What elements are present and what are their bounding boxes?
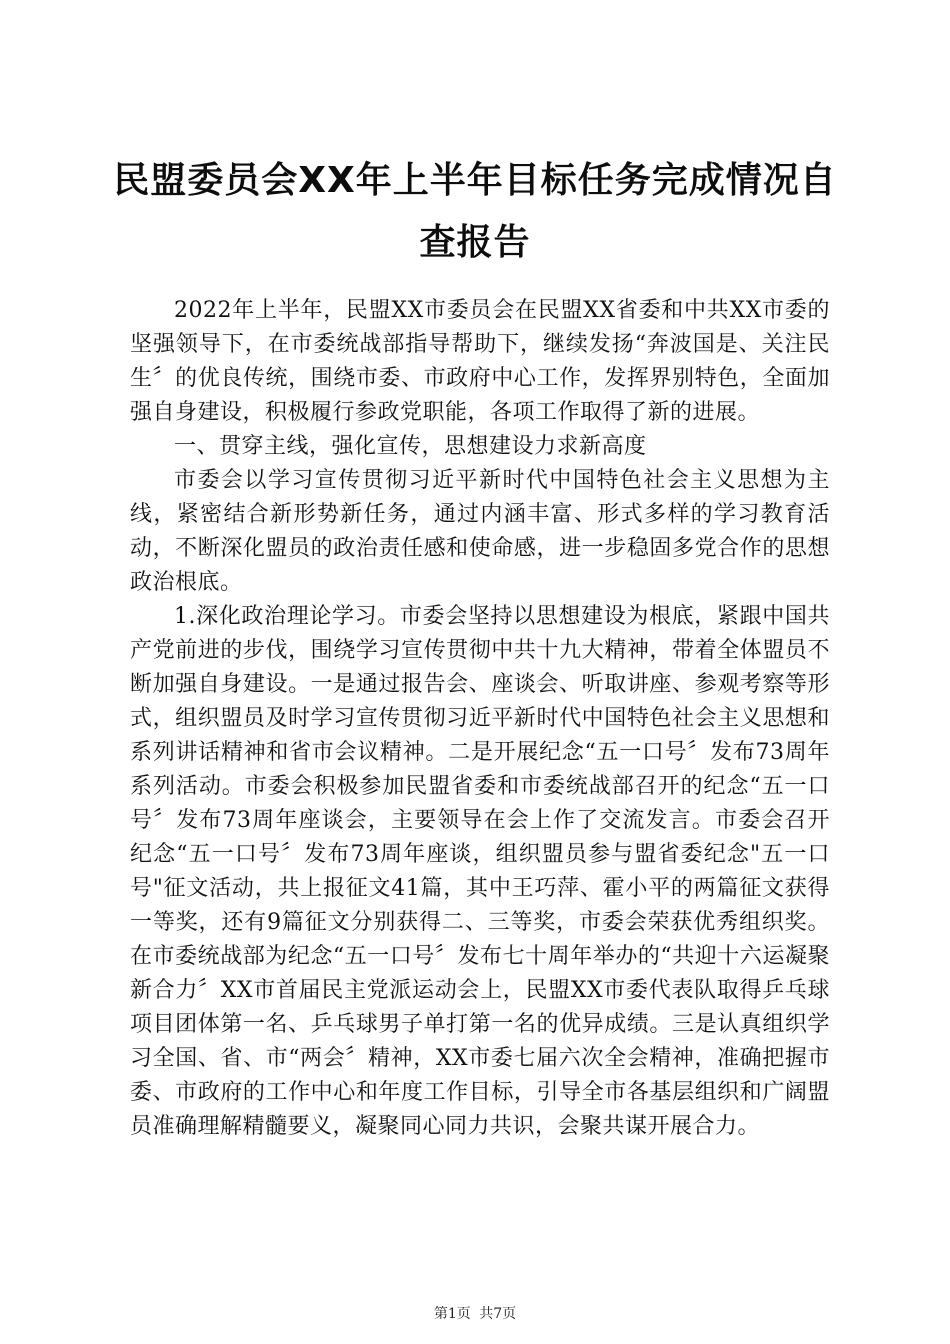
- title-line-1: 民盟委员会XX年上半年目标任务完成情况自: [113, 160, 837, 201]
- paragraph-theory-study: 1.深化政治理论学习。市委会坚持以思想建设为根底，紧跟中国共产党前进的步伐，围绕学习宣传贯彻中共十九大精神，带着全体盟员不断加强自身建设。一是通过报告会、座谈会、听取讲座、参观考察等形式，组织盟员及时学习宣传贯彻习近平新时代中国特色社会主义思想和系列讲话精神和省市会议精神。二是开展纪念“五一口号〞发布73周年系列活动。市委会积极参加民盟省委和市委统战部召开的纪念“五一口号〞发布73周年座谈会，主要领导在会上作了交流发言。市委会召开纪念“五一口号〞发布73周年座谈，组织盟员参与盟省委纪念"五一口号"征文活动，共上报征文41篇，其中王巧萍、霍小平的两篇征文获得一等奖，还有9篇征文分别获得二、三等奖，市委会荣获优秀组织奖。在市委统战部为纪念“五一口号〞发布七十周年举办的“共迎十六运凝聚新合力〞XX市首届民主党派运动会上，民盟XX市委代表队取得乒乓球项目团体第一名、乒乓球男子单打第一名的优异成绩。三是认真组织学习全国、省、市“两会〞精神，XX市委七届六次全会精神，准确把握市委、市政府的工作中心和年度工作目标，引导全市各基层组织和广阔盟员准确理解精髓要义，凝聚同心同力共识，会聚共谋开展合力。: [130, 604, 830, 1139]
- paragraph-section-summary: 市委会以学习宣传贯彻习近平新时代中国特色社会主义思想为主线，紧密结合新形势新任务，通过内涵丰富、形式多样的学习教育活动，不断深化盟员的政治责任感和使命感，进一步稳固多党合作的思想政治根底。: [130, 468, 830, 595]
- title-line-2: 查报告: [419, 222, 531, 263]
- document-title: [110, 150, 840, 274]
- page-total: 共7页: [479, 1306, 517, 1322]
- page-number: 第1页: [433, 1306, 471, 1322]
- section-heading: 一、贯穿主线，强化宣传，思想建设力求新高度: [174, 434, 647, 459]
- document-body: [130, 294, 830, 1144]
- page-footer: [0, 1304, 950, 1324]
- paragraph-intro: 2022年上半年，民盟XX市委员会在民盟XX省委和中共XX市委的坚强领导下，在市委统战部指导帮助下，继续发扬“奔波国是、关注民生〞的优良传统，围绕市委、市政府中心工作，发挥界别特色，全面加强自身建设，积极履行参政党职能，各项工作取得了新的进展。: [130, 298, 830, 425]
